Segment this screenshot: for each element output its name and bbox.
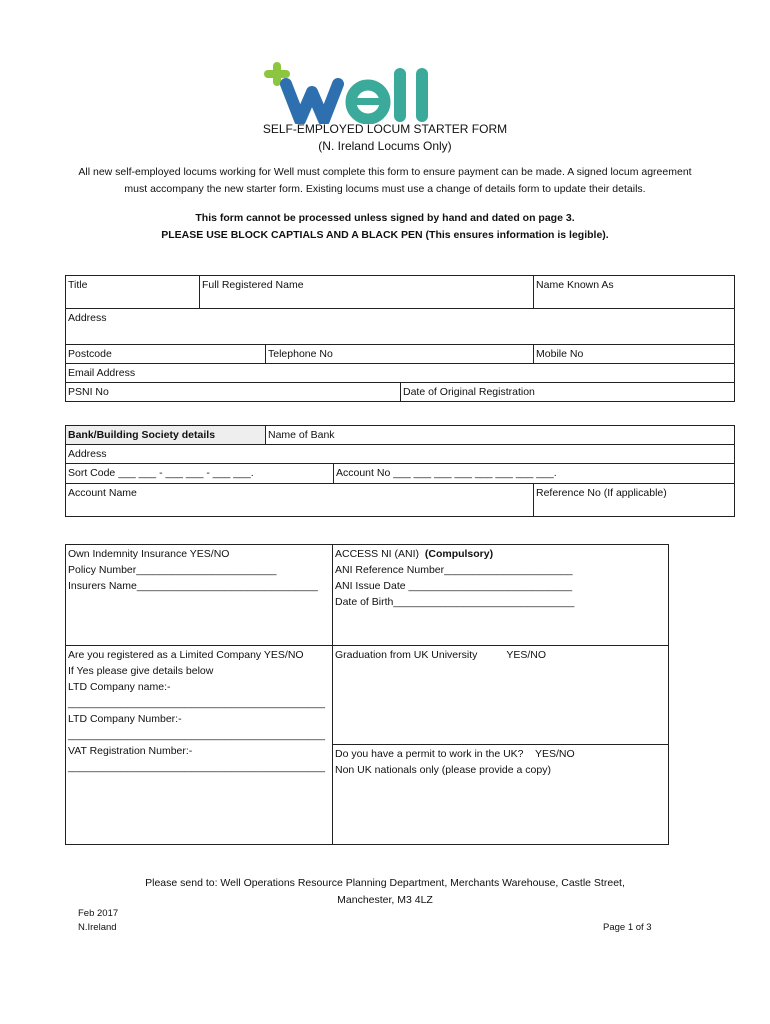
well-logo-graphic xyxy=(256,62,466,124)
bank-name-field[interactable] xyxy=(266,426,735,445)
mobile-label: Mobile No xyxy=(536,348,584,360)
insurers-name-label: Insurers Name_______________________________ xyxy=(68,580,318,592)
title-field[interactable] xyxy=(66,276,200,309)
send-to-line1: Please send to: Well Operations Resource Planning Department, Merchants Warehouse, Castle Street, xyxy=(145,877,625,889)
ltd-company-name-line: ____________________________________________ xyxy=(68,697,325,709)
telephone-label: Telephone No xyxy=(268,348,333,360)
reference-field[interactable] xyxy=(534,484,735,517)
vat-number-label: VAT Registration Number:- xyxy=(68,745,193,757)
access-ni-compulsory: (Compulsory) xyxy=(424,548,494,560)
ani-issue-date-label: ANI Issue Date ____________________________ xyxy=(335,580,573,592)
vat-number-line: ____________________________________________ xyxy=(68,761,325,773)
date-of-birth-label: Date of Birth_______________________________ xyxy=(335,596,575,608)
telephone-field[interactable] xyxy=(266,345,534,364)
address-field[interactable] xyxy=(66,309,735,345)
postcode-label: Postcode xyxy=(68,348,112,360)
account-number-label: Account No ___ ___ ___ ___ ___ ___ ___ ___. xyxy=(336,467,557,479)
non-uk-label: Non UK nationals only (please provide a copy) xyxy=(335,764,551,776)
ltd-company-number-label: LTD Company Number:- xyxy=(68,713,182,725)
mobile-field[interactable] xyxy=(534,345,735,364)
insurance-company-table xyxy=(65,544,669,845)
region-label: N.Ireland xyxy=(78,922,117,933)
account-number-field[interactable] xyxy=(334,464,735,484)
account-name-field[interactable] xyxy=(66,484,534,517)
bank-heading-cell xyxy=(66,426,266,445)
known-as-label: Name Known As xyxy=(536,279,614,291)
bank-address-field[interactable] xyxy=(66,445,735,464)
psni-label: PSNI No xyxy=(68,386,109,398)
policy-number-label: Policy Number________________________ xyxy=(68,564,277,576)
personal-details-table xyxy=(65,275,735,402)
limited-company-cell[interactable] xyxy=(66,646,333,845)
bank-details-table xyxy=(65,425,735,517)
limited-company-detail: If Yes please give details below xyxy=(68,665,214,677)
sort-code-field[interactable] xyxy=(66,464,334,484)
indemnity-label: Own Indemnity Insurance YES/NO xyxy=(68,548,230,560)
sort-code-label: Sort Code ___ ___ - ___ ___ - ___ ___. xyxy=(68,467,254,479)
ltd-company-number-line: ____________________________________________ xyxy=(68,729,325,741)
ani-reference-label: ANI Reference Number______________________ xyxy=(335,564,573,576)
indemnity-cell[interactable] xyxy=(66,545,333,646)
work-permit-label: Do you have a permit to work in the UK? YES/NO xyxy=(335,748,575,760)
bank-name-label: Name of Bank xyxy=(268,429,335,441)
registration-date-field[interactable] xyxy=(401,383,735,402)
postcode-field[interactable] xyxy=(66,345,266,364)
well-logo xyxy=(256,62,466,124)
intro-paragraph: All new self-employed locums working for Well must complete this form to ensure payment can be made. A signed locum agreement must accompany the new starter form. Existing locums must use a change of details form to update their details. xyxy=(78,166,692,195)
block-capitals-warning: PLEASE USE BLOCK CAPTIALS AND A BLACK PEN (This ensures information is legible). xyxy=(161,229,609,241)
email-field[interactable] xyxy=(66,364,735,383)
full-name-label: Full Registered Name xyxy=(202,279,304,291)
full-name-field[interactable] xyxy=(200,276,534,309)
limited-company-question: Are you registered as a Limited Company YES/NO xyxy=(68,649,304,661)
page-number: Page 1 of 3 xyxy=(603,922,652,933)
access-ni-cell[interactable] xyxy=(333,545,669,646)
form-title: SELF-EMPLOYED LOCUM STARTER FORM xyxy=(262,122,508,136)
revision-date: Feb 2017 xyxy=(78,908,119,919)
access-ni-label: ACCESS NI (ANI) xyxy=(335,548,420,560)
psni-field[interactable] xyxy=(66,383,401,402)
account-name-label: Account Name xyxy=(68,487,137,499)
registration-date-label: Date of Original Registration xyxy=(403,386,535,398)
reference-label: Reference No (If applicable) xyxy=(536,487,667,499)
graduation-cell[interactable] xyxy=(333,646,669,745)
known-as-field[interactable] xyxy=(534,276,735,309)
title-label: Title xyxy=(68,279,88,291)
work-permit-cell[interactable] xyxy=(333,745,669,845)
address-label: Address xyxy=(68,312,107,324)
send-to-line2: Manchester, M3 4LZ xyxy=(337,894,433,906)
send-to-address xyxy=(0,875,770,909)
bank-heading: Bank/Building Society details xyxy=(68,429,216,441)
graduation-label: Graduation from UK University YES/NO xyxy=(335,649,547,661)
form-subtitle: (N. Ireland Locums Only) xyxy=(318,139,452,153)
bank-address-label: Address xyxy=(68,448,107,460)
ltd-company-name-label: LTD Company name:- xyxy=(68,681,171,693)
signature-warning: This form cannot be processed unless signed by hand and dated on page 3. xyxy=(195,212,575,224)
email-label: Email Address xyxy=(68,367,136,379)
